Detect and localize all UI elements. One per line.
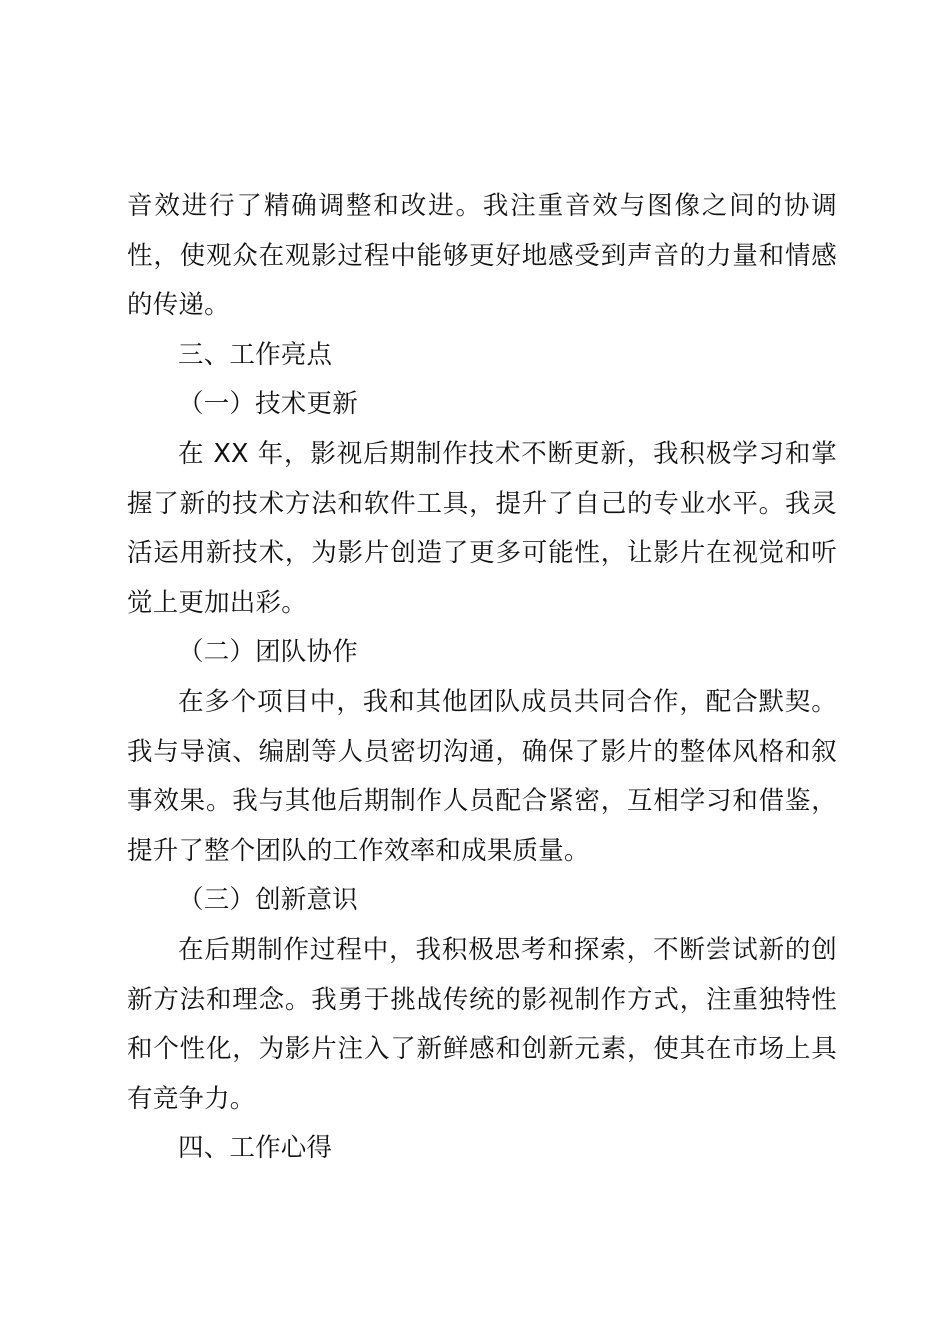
- subheading-technology-update: （一）技术更新: [178, 389, 358, 420]
- paragraph-technology-update: 在 XX 年，影视后期制作技术不断更新，我积极学习和掌握了新的技术方法和软件工具，提升了自己的专业水平。我灵活运用新技术，为影片创造了更多可能性，让影片在视觉和听觉上更加出彩。: [127, 438, 837, 618]
- section-heading-work-experience: 四、工作心得: [178, 1133, 333, 1164]
- subheading-innovation: （三）创新意识: [178, 885, 358, 916]
- document-body: [127, 182, 837, 1174]
- section-heading-work-highlights: 三、工作亮点: [178, 339, 333, 370]
- paragraph-innovation: 在后期制作过程中，我积极思考和探索，不断尝试新的创新方法和理念。我勇于挑战传统的影视制作方式，注重独特性和个性化，为影片注入了新鲜感和创新元素，使其在市场上具有竞争力。: [127, 934, 837, 1114]
- paragraph-sound-effects: 音效进行了精确调整和改进。我注重音效与图像之间的协调性，使观众在观影过程中能够更好地感受到声音的力量和情感的传递。: [127, 191, 837, 321]
- subheading-teamwork: （二）团队协作: [178, 637, 358, 668]
- paragraph-teamwork: 在多个项目中，我和其他团队成员共同合作，配合默契。我与导演、编剧等人员密切沟通，确保了影片的整体风格和叙事效果。我与其他后期制作人员配合紧密，互相学习和借鉴，提升了整个团队的工作效率和成果质量。: [127, 686, 837, 866]
